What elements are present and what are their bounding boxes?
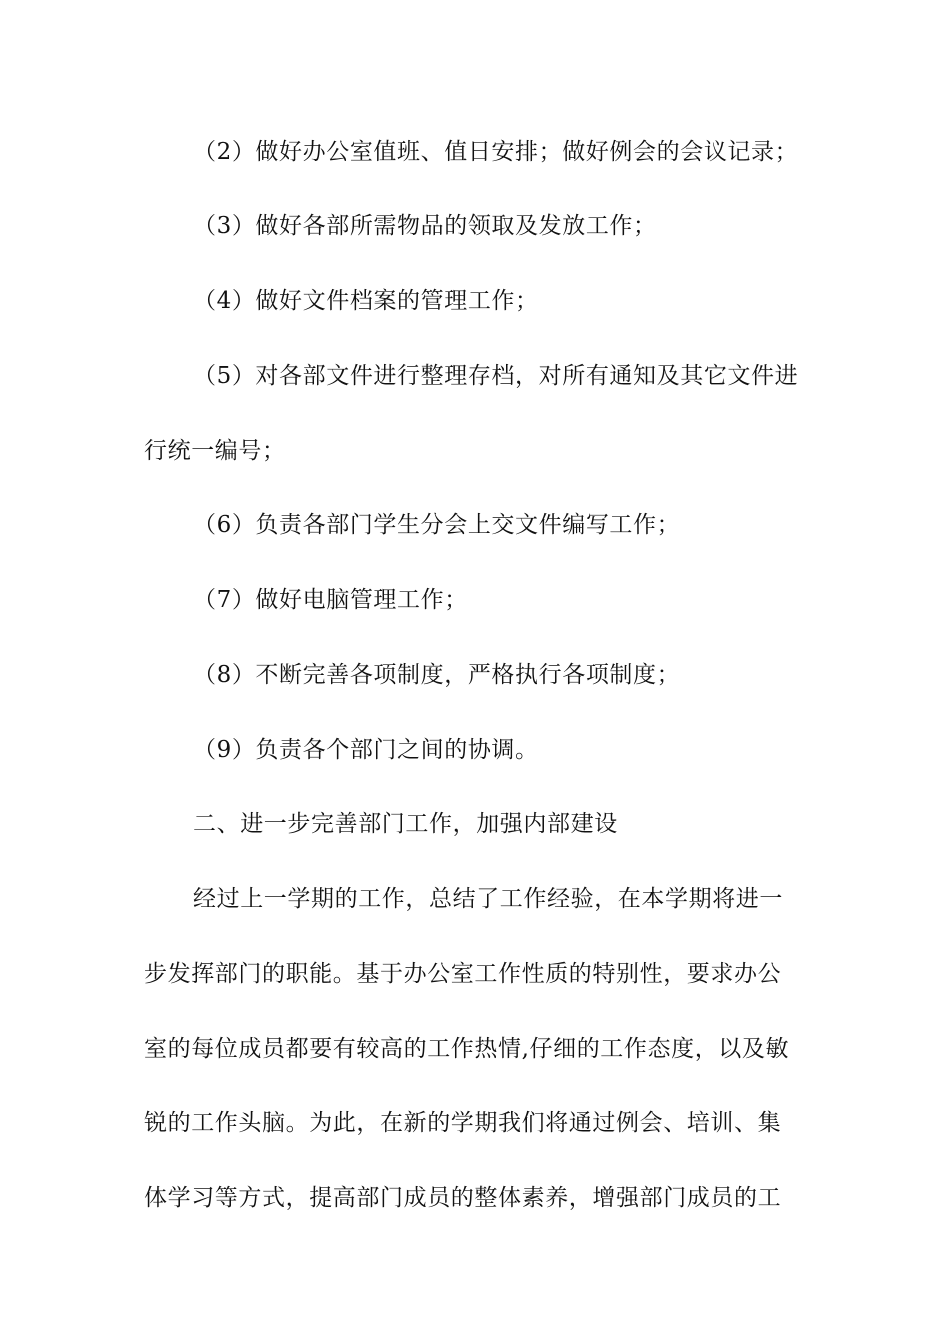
- list-item-4: （4）做好文件档案的管理工作；: [193, 288, 539, 314]
- section-heading: 二、进一步完善部门工作，加强内部建设: [193, 811, 618, 837]
- list-item-5: （5）对各部文件进行整理存档，对所有通知及其它文件进: [193, 363, 799, 389]
- paragraph-line: 步发挥部门的职能。基于办公室工作性质的特别性，要求办公: [144, 961, 782, 987]
- list-item-3: （3）做好各部所需物品的领取及发放工作；: [193, 213, 657, 239]
- paragraph-line: 体学习等方式，提高部门成员的整体素养，增强部门成员的工: [144, 1185, 782, 1211]
- list-item-6: （6）负责各部门学生分会上交文件编写工作；: [193, 512, 681, 538]
- list-item-8: （8）不断完善各项制度，严格执行各项制度；: [193, 662, 681, 688]
- paragraph-line: 室的每位成员都要有较高的工作热情,仔细的工作态度，以及敏: [144, 1036, 790, 1062]
- list-item-5-continuation: 行统一编号；: [144, 438, 286, 464]
- paragraph-line: 锐的工作头脑。为此，在新的学期我们将通过例会、培训、集: [144, 1110, 782, 1136]
- list-item-2: （2）做好办公室值班、值日安排；做好例会的会议记录；: [193, 139, 799, 165]
- list-item-7: （7）做好电脑管理工作；: [193, 587, 468, 613]
- paragraph-line: 经过上一学期的工作，总结了工作经验，在本学期将进一: [193, 886, 783, 912]
- list-item-9: （9）负责各个部门之间的协调。: [193, 737, 539, 763]
